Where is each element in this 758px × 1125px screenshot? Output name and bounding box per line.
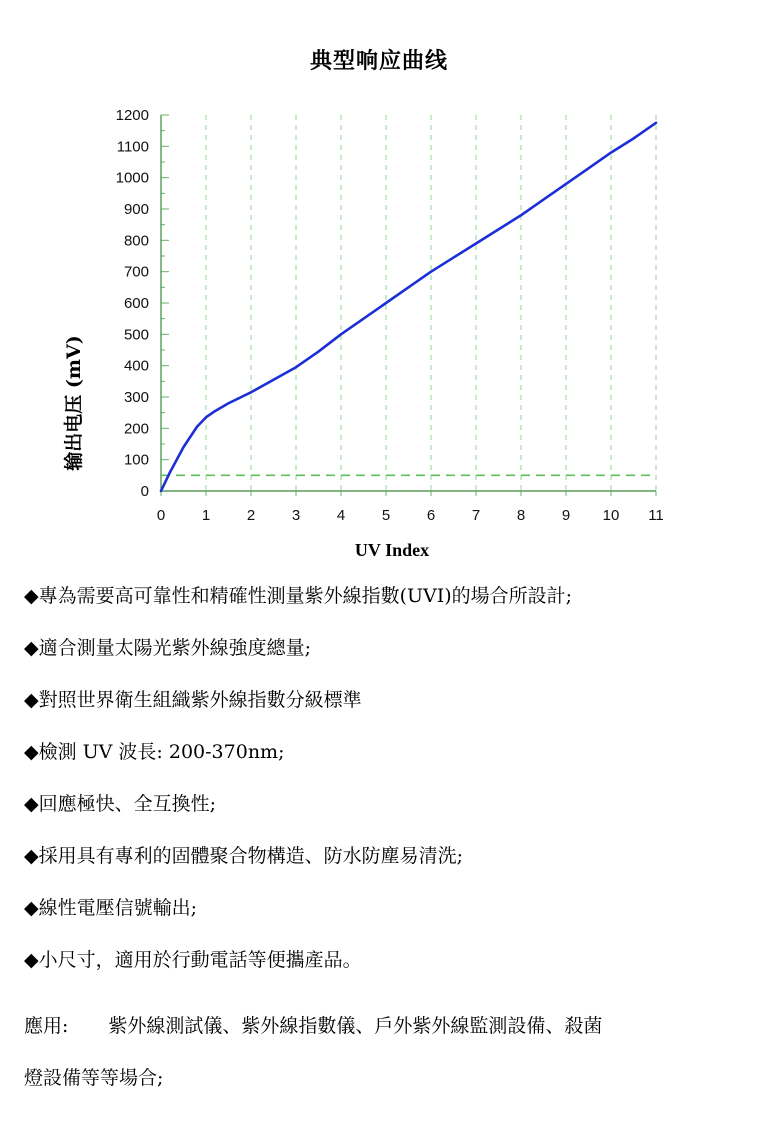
application-section [24,1008,744,1096]
series-lines [161,123,656,491]
x-tick-label: 5 [381,507,391,524]
y-tick-label: 900 [123,201,149,218]
x-tick-label: 2 [246,507,256,524]
x-tick-label: 1 [201,507,211,524]
x-tick-label: 11 [648,507,664,524]
feature-list [24,578,744,994]
x-tick-label: 7 [471,507,481,524]
tick-labels [116,107,664,524]
x-tick-label: 3 [291,507,301,524]
x-tick-label: 0 [156,507,166,524]
y-tick-label: 500 [123,326,149,344]
x-tick-label: 8 [516,507,526,524]
x-tick-label: 10 [602,507,620,524]
y-tick-label: 100 [123,451,149,469]
feature-item: ◆採用具有專利的固體聚合物構造、防水防塵易清洗; [24,845,464,867]
y-tick-label: 0 [140,483,149,500]
y-tick-label: 300 [123,389,149,406]
feature-item: ◆線性電壓信號輸出; [24,897,198,919]
y-tick-label: 1000 [115,169,149,187]
y-tick-label: 200 [123,420,149,438]
feature-item: ◆對照世界衛生組織紫外線指數分級標準 [24,689,362,711]
feature-item: ◆回應極快、全互換性; [24,793,217,815]
y-tick-label: 700 [123,263,149,281]
application-text: 紫外線測試儀、紫外線指數儀、戶外紫外線監測設備、殺菌 [108,1015,603,1037]
x-tick-label: 9 [561,507,571,524]
x-tick-label: 4 [336,507,346,524]
series-line [161,123,656,491]
y-tick-label: 600 [123,295,149,312]
y-axis-label: 输出电压 (mV) [63,335,85,471]
application-text-continued: 燈設備等等場合; [24,1067,164,1089]
response-curve-chart [0,90,758,570]
y-tick-label: 1100 [116,138,149,156]
x-tick-label: 6 [426,507,436,524]
y-tick-label: 800 [123,232,149,250]
y-tick-label: 1200 [115,107,149,124]
feature-item: ◆專為需要高可靠性和精確性測量紫外線指數(UVI)的場合所設計; [24,585,573,607]
application-label: 應用: [24,1015,69,1037]
application-line-1 [24,1008,744,1044]
x-axis-label: UV Index [354,540,430,560]
feature-item: ◆適合測量太陽光紫外線強度總量; [24,637,312,659]
chart-grid [206,115,656,491]
feature-item: ◆小尺寸，適用於行動電話等便攜產品。 [24,949,362,971]
y-tick-label: 400 [123,357,149,375]
chart-title: 典型响应曲线 [309,48,448,74]
feature-item: ◆檢測 UV 波長: 200-370nm; [24,741,285,763]
